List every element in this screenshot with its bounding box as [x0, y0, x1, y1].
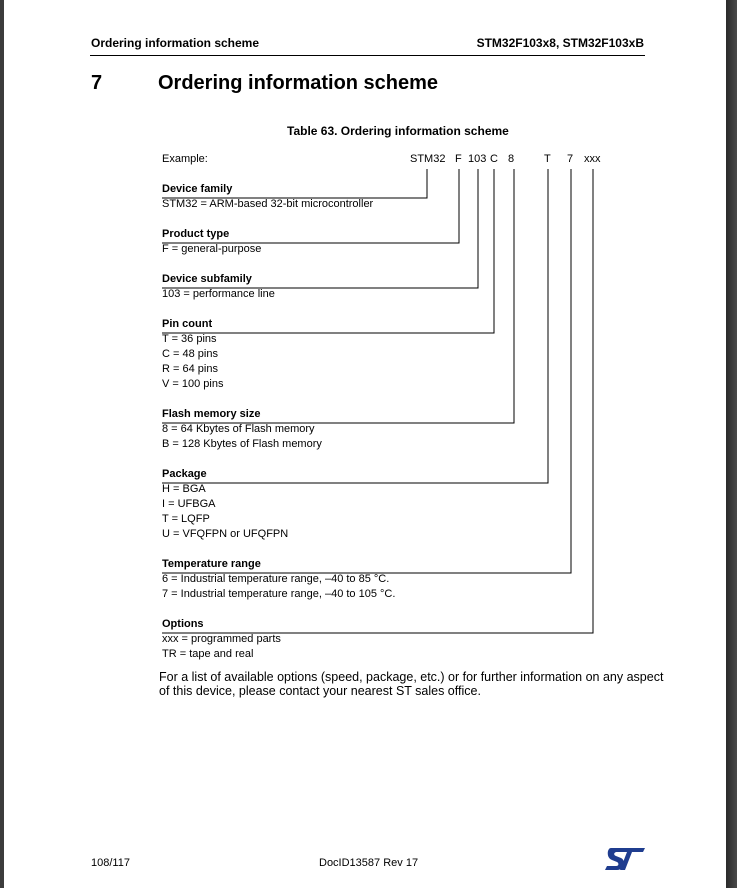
code-part-options: xxx	[584, 153, 601, 165]
field-label-temperature-range: Temperature range	[162, 558, 261, 570]
field-value: STM32 = ARM-based 32-bit microcontroller	[162, 198, 374, 210]
code-part-pin-count: C	[490, 153, 498, 165]
field-label-package: Package	[162, 468, 207, 480]
field-label-product-type: Product type	[162, 228, 230, 240]
example-label: Example:	[162, 153, 208, 165]
section-title: Ordering information scheme	[158, 72, 439, 94]
field-value: F = general-purpose	[162, 243, 262, 255]
note-line-1: For a list of available options (speed, package, etc.) or for further information on any aspect	[159, 670, 664, 684]
field-value: H = BGA	[162, 483, 206, 495]
connector-package	[162, 169, 548, 483]
field-value: C = 48 pins	[162, 348, 218, 360]
note-line-2: of this device, please contact your nearest ST sales office.	[159, 684, 481, 698]
field-label-device-subfamily: Device subfamily	[162, 273, 252, 285]
field-value: 103 = performance line	[162, 288, 275, 300]
field-value: R = 64 pins	[162, 363, 218, 375]
header-right: STM32F103x8, STM32F103xB	[476, 36, 644, 50]
field-value: xxx = programmed parts	[162, 633, 281, 645]
field-value: TR = tape and real	[162, 648, 254, 660]
code-part-subfamily: 103	[468, 153, 487, 165]
code-part-product-type: F	[455, 153, 462, 165]
field-value: I = UFBGA	[162, 498, 216, 510]
st-logo-icon	[605, 848, 645, 870]
field-label-pin-count: Pin count	[162, 318, 213, 330]
code-part-package: T	[544, 153, 551, 165]
field-value: 8 = 64 Kbytes of Flash memory	[162, 423, 315, 435]
field-value: V = 100 pins	[162, 378, 224, 390]
field-label-flash-memory-size: Flash memory size	[162, 408, 261, 420]
page-number: 108/117	[91, 857, 130, 869]
code-part-device-family: STM32	[410, 153, 446, 165]
field-value: 6 = Industrial temperature range, –40 to 85 °C.	[162, 573, 390, 585]
field-value: B = 128 Kbytes of Flash memory	[162, 438, 322, 450]
table-caption: Table 63. Ordering information scheme	[287, 124, 509, 138]
code-part-flash-size: 8	[508, 153, 515, 165]
field-value: 7 = Industrial temperature range, –40 to 105 °C.	[162, 588, 396, 600]
header-left: Ordering information scheme	[91, 36, 260, 50]
field-value: T = LQFP	[162, 513, 210, 525]
code-part-temperature: 7	[567, 153, 574, 165]
field-value: T = 36 pins	[162, 333, 217, 345]
field-value: U = VFQFPN or UFQFPN	[162, 528, 289, 540]
field-label-options: Options	[162, 618, 204, 630]
doc-id: DocID13587 Rev 17	[319, 857, 419, 869]
field-label-device-family: Device family	[162, 183, 233, 195]
section-number: 7	[91, 72, 103, 94]
